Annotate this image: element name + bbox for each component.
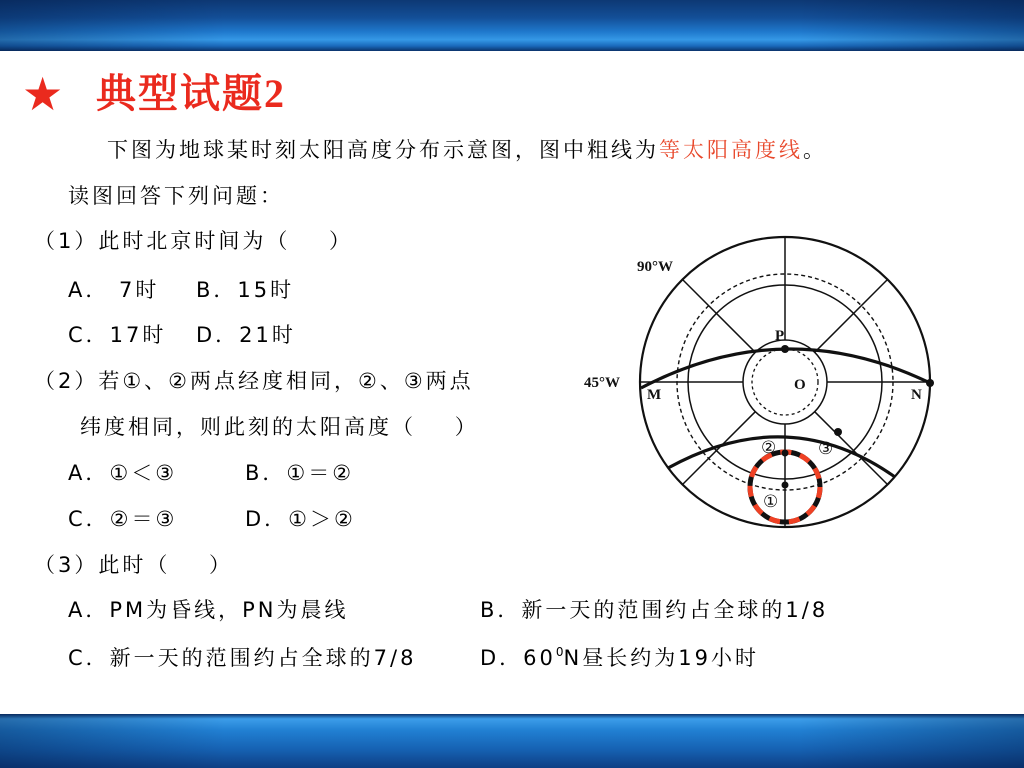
label-o: O [794, 377, 806, 393]
point-p-dot [781, 345, 789, 353]
top-banner [0, 0, 1024, 51]
q3-option-c: C．新一天的范围约占全球的7/8 [68, 646, 417, 670]
intro-text: 下图为地球某时刻太阳高度分布示意图，图中粗线为 [107, 138, 659, 162]
q1-option-b: B．15时 [196, 278, 295, 302]
label-m: M [647, 387, 662, 403]
q2-option-a: A．①＜③ [68, 461, 178, 485]
point-n-dot [926, 379, 934, 387]
point-2-dot [782, 450, 789, 457]
star-icon: ★ [22, 67, 64, 121]
label-n: N [911, 387, 922, 403]
q3-option-d-rest: N昼长约为19小时 [563, 646, 759, 670]
meridian-top-right [815, 280, 888, 353]
q2-stem-line1: （2）若①、②两点经度相同，②、③两点 [34, 369, 474, 393]
q2-option-b: B．①＝② [245, 461, 355, 485]
point-1-dot [782, 482, 789, 489]
q1-option-d: D．21时 [196, 323, 296, 347]
meridian-top-left [683, 280, 756, 353]
slide-title-text: 典型试题2 [96, 71, 286, 116]
point-3-dot [834, 428, 842, 436]
q3-option-d-prefix: D．60 [480, 646, 556, 670]
q3-option-d [480, 645, 759, 671]
label-point-3: ③ [818, 439, 834, 459]
instruction-text: 读图回答下列问题： [68, 184, 284, 208]
q3-option-d-degree: 0 [555, 645, 564, 659]
intro-end: 。 [803, 138, 827, 162]
q1-stem: （1）此时北京时间为（ ） [34, 229, 354, 253]
q1-option-a: A． 7时 [68, 278, 160, 302]
q3-stem: （3）此时（ ） [34, 553, 234, 577]
label-45w: 45°W [584, 375, 620, 391]
label-p: P [775, 328, 785, 344]
label-point-1: ① [763, 492, 779, 512]
label-90w: 90°W [637, 259, 673, 275]
bottom-banner [0, 714, 1024, 768]
intro-paragraph [107, 137, 827, 163]
meridian-bottom-left [683, 412, 756, 485]
q1-option-c: C．17时 [68, 323, 167, 347]
q2-option-d: D．①＞② [245, 507, 356, 531]
intro-highlight: 等太阳高度线 [659, 138, 803, 162]
label-point-2: ② [761, 438, 777, 458]
q2-stem-line2: 纬度相同，则此刻的太阳高度（ ） [80, 415, 479, 439]
q3-option-b: B．新一天的范围约占全球的1/8 [480, 598, 829, 622]
sun-altitude-polar-diagram [570, 225, 950, 540]
slide-title [22, 66, 286, 122]
q2-option-c: C．②＝③ [68, 507, 178, 531]
dashed-latitude-circle-inner [752, 349, 818, 415]
q3-option-a: A．PM为昏线，PN为晨线 [68, 598, 349, 622]
